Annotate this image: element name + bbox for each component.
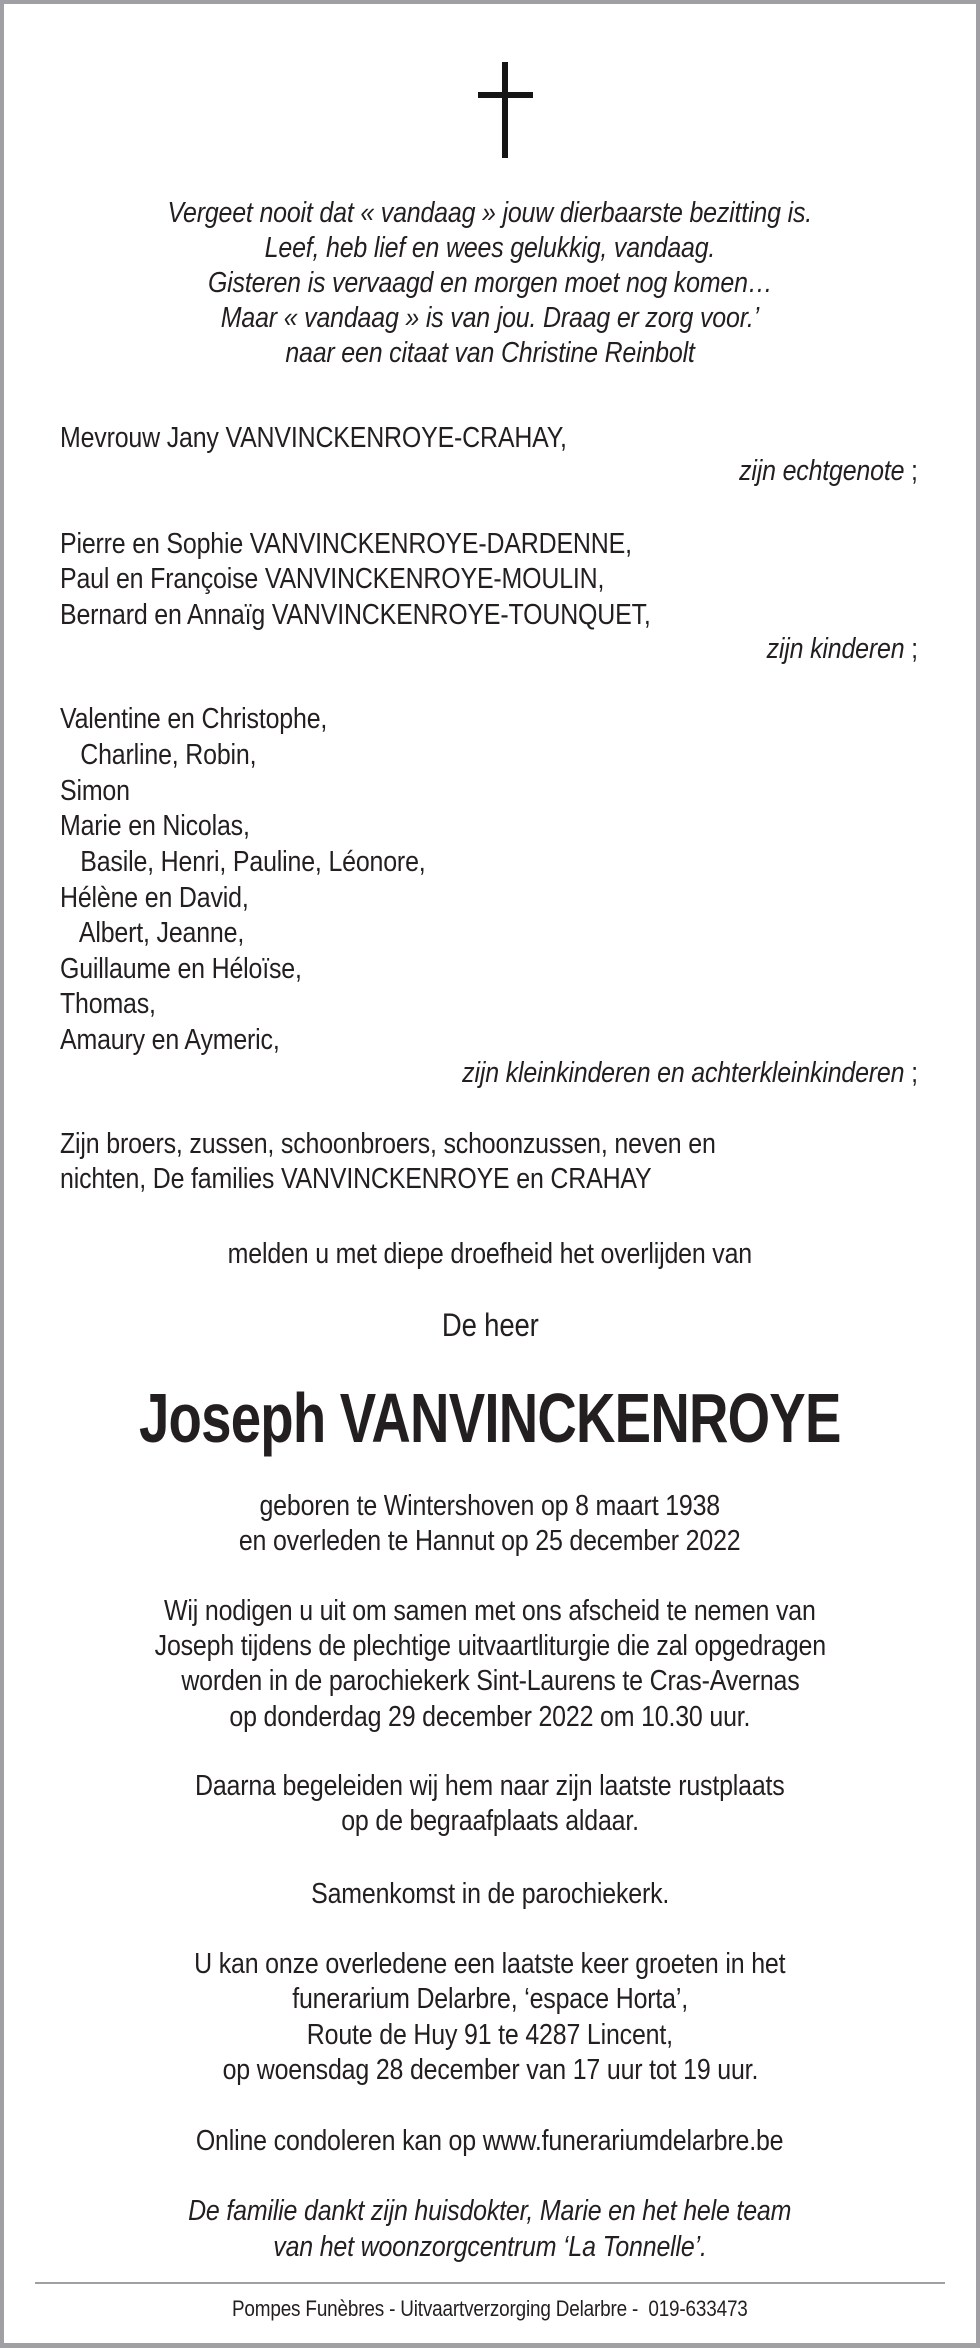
ceremony-line: Wij nodigen u uit om samen met ons afscheid te nemen van <box>164 1595 816 1627</box>
death-info: en overleden te Hannut op 25 december 2022 <box>239 1525 741 1557</box>
visitation-line: funerarium Delarbre, ‘espace Horta’, <box>292 1983 688 2015</box>
grandchild-line: Amaury en Aymeric, <box>60 1024 280 1056</box>
grandchild-line: Guillaume en Héloïse, <box>60 953 302 985</box>
deceased-title: De heer <box>441 1307 539 1343</box>
funeral-home-footer: Pompes Funèbres - Uitvaartverzorging Delarbre - 019-633473 <box>232 2296 748 2321</box>
quote-line: Gisteren is vervaagd en morgen moet nog komen… <box>207 267 773 299</box>
spouse-name: Mevrouw Jany VANVINCKENROYE-CRAHAY, <box>60 422 567 454</box>
ceremony-line: op donderdag 29 december 2022 om 10.30 uur. <box>229 1701 751 1733</box>
condolences-line: Online condoleren kan op www.funerariumdelarbre.be <box>196 2125 784 2157</box>
footer-divider <box>35 2282 945 2284</box>
visitation-line: U kan onze overledene een laatste keer groeten in het <box>194 1948 786 1980</box>
thanks-line: De familie dankt zijn huisdokter, Marie en het hele team <box>188 2195 792 2227</box>
ceremony-line: worden in de parochiekerk Sint-Laurens te Cras-Avernas <box>180 1665 800 1697</box>
children-relation: zijn kinderen ; <box>766 633 918 665</box>
child-line: Bernard en Annaïg VANVINCKENROYE-TOUNQUET, <box>60 599 651 631</box>
deceased-name: Joseph VANVINCKENROYE <box>139 1379 841 1457</box>
burial-line: Daarna begeleiden wij hem naar zijn laatste rustplaats <box>195 1770 785 1802</box>
child-line: Pierre en Sophie VANVINCKENROYE-DARDENNE, <box>60 528 632 560</box>
ceremony-line: Joseph tijdens de plechtige uitvaartliturgie die zal opgedragen <box>154 1630 826 1662</box>
thanks-line: van het woonzorgcentrum ‘La Tonnelle’. <box>273 2231 707 2263</box>
burial-line: op de begraafplaats aldaar. <box>341 1805 639 1837</box>
grandchild-line: Albert, Jeanne, <box>60 917 245 949</box>
grandchildren-relation: zijn kleinkinderen en achterkleinkinderen ; <box>462 1057 918 1089</box>
quote-line: Leef, heb lief en wees gelukkig, vandaag. <box>264 232 716 264</box>
grandchild-line: Marie en Nicolas, <box>60 810 250 842</box>
grandchild-line: Thomas, <box>60 988 156 1020</box>
obituary-page <box>4 4 976 2343</box>
announcement-intro: melden u met diepe droefheid het overlijden van <box>227 1238 753 1270</box>
cross-horizontal-bar <box>478 92 533 98</box>
condolences-link[interactable]: www.funerariumdelarbre.be <box>483 2125 784 2157</box>
cross-vertical-bar <box>502 62 508 158</box>
grandchild-line: Simon <box>60 775 130 807</box>
child-line: Paul en Françoise VANVINCKENROYE-MOULIN, <box>60 563 605 595</box>
family-line: Zijn broers, zussen, schoonbroers, schoonzussen, neven en <box>60 1128 716 1160</box>
grandchild-line: Valentine en Christophe, <box>60 703 328 735</box>
birth-info: geboren te Wintershoven op 8 maart 1938 <box>259 1490 721 1522</box>
quote-line: Vergeet nooit dat « vandaag » jouw dierbaarste bezitting is. <box>167 197 813 229</box>
quote-attribution: naar een citaat van Christine Reinbolt <box>285 337 695 369</box>
grandchild-line: Charline, Robin, <box>60 739 257 771</box>
quote-line: Maar « vandaag » is van jou. Draag er zorg voor.’ <box>220 302 760 334</box>
family-line: nichten, De families VANVINCKENROYE en CRAHAY <box>60 1163 652 1195</box>
gathering-text: Samenkomst in de parochiekerk. <box>310 1878 670 1910</box>
visitation-time: op woensdag 28 december van 17 uur tot 19 uur. <box>222 2054 758 2086</box>
spouse-relation: zijn echtgenote ; <box>739 455 918 487</box>
visitation-address: Route de Huy 91 te 4287 Lincent, <box>306 2019 674 2051</box>
grandchild-line: Basile, Henri, Pauline, Léonore, <box>60 846 426 878</box>
grandchild-line: Hélène en David, <box>60 882 249 914</box>
